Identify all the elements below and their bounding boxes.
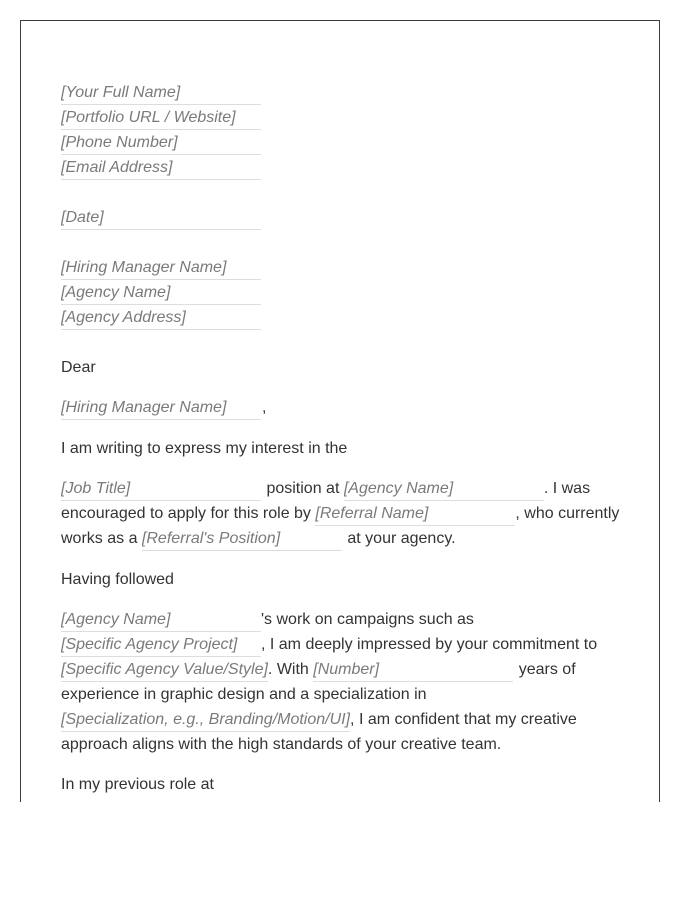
portfolio-field[interactable]: [Portfolio URL / Website]: [61, 106, 261, 130]
para2-with: . With: [267, 661, 309, 678]
salutation-manager-field[interactable]: [Hiring Manager Name]: [61, 396, 261, 420]
para2-agency-field[interactable]: [Agency Name]: [61, 608, 261, 632]
para1-line3: [61, 527, 456, 551]
value-style-field[interactable]: [Specific Agency Value/Style]: [61, 658, 268, 682]
para1-at-agency: at your agency.: [347, 530, 456, 547]
referral-position-field[interactable]: [Referral's Position]: [142, 527, 342, 551]
email-field[interactable]: [Email Address]: [61, 156, 261, 180]
salutation-comma: ,: [262, 399, 267, 416]
para1-encouraged-end: . I was: [543, 480, 591, 497]
para2-years-of: years of: [518, 661, 576, 678]
para1-agency-field[interactable]: [Agency Name]: [344, 477, 544, 501]
specialization-field[interactable]: [Specialization, e.g., Branding/Motion/UI]: [61, 708, 350, 732]
para2-experience: experience in graphic design and a specialization in: [61, 686, 427, 703]
salutation-dear: Dear: [61, 359, 96, 376]
para2-line5: [61, 708, 577, 732]
para2-impressed: , I am deeply impressed by your commitment to: [261, 636, 598, 653]
date-field[interactable]: [Date]: [61, 206, 261, 230]
para1-intro: I am writing to express my interest in the: [61, 440, 348, 457]
para1-position-at: position at: [266, 480, 340, 497]
job-title-field[interactable]: [Job Title]: [61, 477, 261, 501]
para2-work-on: 's work on campaigns such as: [261, 611, 474, 628]
para1-line2: [61, 502, 619, 526]
referral-name-field[interactable]: [Referral Name]: [315, 502, 515, 526]
document-page: [20, 20, 660, 802]
para1-encouraged: encouraged to apply for this role by: [61, 505, 311, 522]
para2-line3: [61, 658, 576, 682]
para2-line1: [61, 608, 474, 632]
agency-address-field[interactable]: [Agency Address]: [61, 306, 261, 330]
para1-works-as: works as a: [61, 530, 138, 547]
number-field[interactable]: [Number]: [313, 658, 513, 682]
para2-having-followed: Having followed: [61, 571, 174, 588]
para2-confident: , I am confident that my creative: [350, 711, 577, 728]
para3-previous-role: In my previous role at: [61, 776, 214, 793]
para2-line2: [61, 633, 597, 657]
full-name-field[interactable]: [Your Full Name]: [61, 81, 261, 105]
para1-line1: [61, 477, 590, 501]
project-field[interactable]: [Specific Agency Project]: [61, 633, 261, 657]
agency-name-field[interactable]: [Agency Name]: [61, 281, 261, 305]
para2-approach: approach aligns with the high standards of your creative team.: [61, 736, 502, 753]
salutation-line: [61, 396, 266, 420]
para1-who-currently: , who currently: [515, 505, 620, 522]
phone-field[interactable]: [Phone Number]: [61, 131, 261, 155]
hiring-manager-field[interactable]: [Hiring Manager Name]: [61, 256, 261, 280]
